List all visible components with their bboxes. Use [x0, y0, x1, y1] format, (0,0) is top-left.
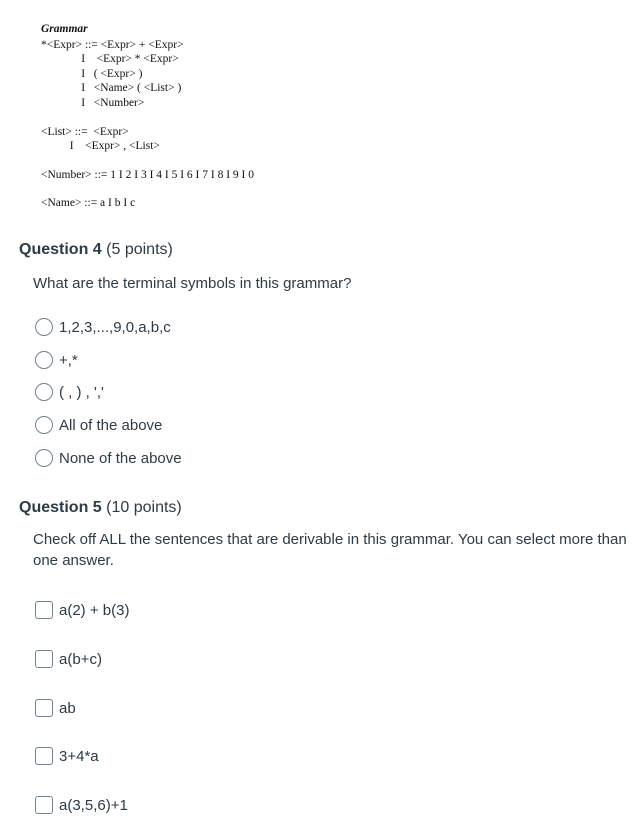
checkbox[interactable]: [35, 601, 53, 619]
question-4-points: (5 points): [106, 241, 173, 258]
grammar-line-expr-3: I ( <Expr> ): [41, 67, 143, 80]
q4-option-5-label: None of the above: [59, 449, 182, 467]
checkbox[interactable]: [35, 650, 53, 668]
q5-option-5-label: a(3,5,6)+1: [59, 796, 128, 814]
q5-option-4[interactable]: [35, 745, 99, 767]
q5-option-3[interactable]: [35, 697, 76, 719]
q4-option-4[interactable]: [35, 414, 162, 436]
grammar-line-expr-4: I <Name> ( <List> ): [41, 82, 182, 95]
q5-option-2-label: a(b+c): [59, 650, 102, 668]
q4-option-2[interactable]: [35, 349, 78, 371]
question-4-heading: [19, 241, 173, 259]
radio-button[interactable]: [35, 318, 53, 336]
question-4-title: Question 4: [19, 241, 102, 258]
question-5-title: Question 5: [19, 499, 102, 516]
q4-option-3[interactable]: [35, 381, 104, 403]
q5-option-2[interactable]: [35, 648, 102, 670]
q5-option-4-label: 3+4*a: [59, 747, 99, 765]
grammar-line-list-1: <List> ::= <Expr>: [41, 125, 129, 138]
question-5-points: (10 points): [106, 499, 182, 516]
q4-option-3-label: ( , ) , ',': [59, 383, 104, 401]
q4-option-4-label: All of the above: [59, 416, 163, 434]
q5-option-3-label: ab: [59, 699, 76, 717]
q4-option-1[interactable]: [35, 316, 171, 338]
q4-option-2-label: +,*: [59, 351, 78, 369]
checkbox[interactable]: [35, 796, 53, 814]
radio-button[interactable]: [35, 449, 53, 467]
q5-option-5[interactable]: [35, 794, 128, 816]
radio-button[interactable]: [35, 383, 53, 401]
q4-option-1-label: 1,2,3,...,9,0,a,b,c: [59, 318, 171, 336]
q5-option-1[interactable]: [35, 599, 129, 621]
grammar-line-expr-2: I <Expr> * <Expr>: [41, 53, 179, 66]
grammar-line-expr-1: *<Expr> ::= <Expr> + <Expr>: [41, 38, 184, 51]
grammar-line-number: <Number> ::= 1 I 2 I 3 I 4 I 5 I 6 I 7 I 8 I 9 I 0: [41, 168, 254, 181]
grammar-line-expr-5: I <Number>: [41, 96, 145, 109]
q4-option-5[interactable]: [35, 447, 182, 469]
grammar-block: [41, 22, 254, 211]
q5-option-1-label: a(2) + b(3): [59, 601, 130, 619]
grammar-line-list-2: I <Expr> , <List>: [41, 140, 160, 153]
question-5-heading: [19, 499, 182, 517]
question-4-text: What are the terminal symbols in this grammar?: [33, 275, 352, 292]
grammar-title: Grammar: [41, 23, 88, 35]
grammar-line-name: <Name> ::= a I b I c: [41, 197, 136, 210]
question-5-text: Check off ALL the sentences that are derivable in this grammar. You can select more than one answer.: [33, 531, 627, 569]
checkbox[interactable]: [35, 699, 53, 717]
radio-button[interactable]: [35, 351, 53, 369]
checkbox[interactable]: [35, 747, 53, 765]
radio-button[interactable]: [35, 416, 53, 434]
